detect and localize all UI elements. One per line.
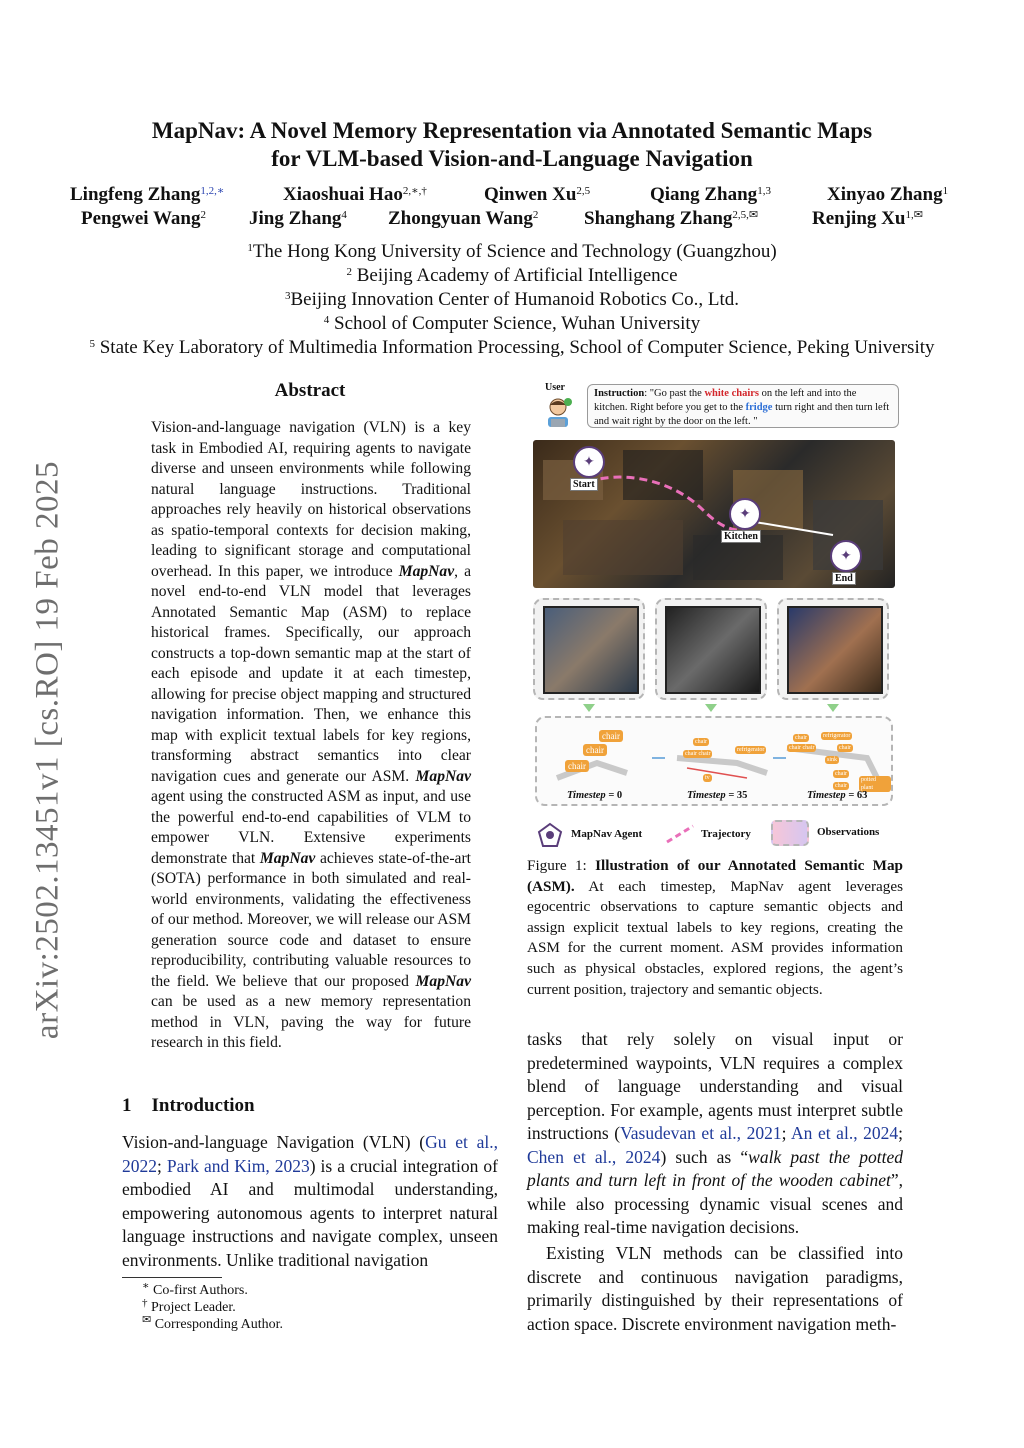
mapnav-agent-icon bbox=[537, 822, 563, 848]
legend-observations: Observations bbox=[817, 826, 880, 838]
observation-frame-3 bbox=[777, 598, 889, 700]
arxiv-id: arXiv:2502.13451v1 [cs.RO] 19 Feb 2025 bbox=[29, 460, 66, 1040]
asm-tag: chair bbox=[695, 739, 707, 745]
footnote-rule bbox=[122, 1277, 222, 1278]
paper-title-line1: MapNav: A Novel Memory Representation via Annotated Semantic Maps bbox=[151, 118, 873, 143]
author-9: Shanghang Zhang$^{2,5,✉}$ bbox=[584, 208, 759, 229]
asm-panel bbox=[535, 716, 893, 806]
author-6: Pengwei Wang$^2$ bbox=[81, 208, 206, 229]
figure-1 bbox=[527, 382, 903, 852]
arrow-down-icon bbox=[705, 704, 717, 712]
affiliation-5: $^5$ State Key Laboratory of Multimedia Information Processing, School of Computer Science, Peking University bbox=[89, 337, 935, 358]
observations-swatch bbox=[771, 820, 809, 846]
figure-1-caption: Figure 1: Illustration of our Annotated Semantic Map (ASM). At each timestep, MapNav agent leverages egocentric observations to capture semantic objects and assign explicit textual labels to key regions, creating the ASM for the current moment. ASM provides information such as physical obstacles, explored regions, the agent’s current position, trajectory and semantic objects. bbox=[527, 857, 904, 998]
arrow-down-icon bbox=[827, 704, 839, 712]
author-5: Xinyao Zhang$^1$ bbox=[827, 184, 949, 205]
intro-heading: 1 Introduction bbox=[122, 1095, 255, 1116]
right-paragraph-1: tasks that rely solely on visual input or predetermined waypoints, VLN requires a complex blend of language understanding and visual perception. For example, agents must interpret subtle instructions (Vasudevan et al., 2021; An et al., 2024; Chen et al., 2024) such as “walk past the potted plants and turn left in front of the wooden cabinet”, while also processing dynamic visual scenes and making real-time navigation decisions. bbox=[527, 1029, 904, 1237]
author-2: Xiaoshuai Hao$^{2,∗,\dagger}$ bbox=[283, 184, 427, 205]
observation-frame-2 bbox=[655, 598, 767, 700]
author-1: Lingfeng Zhang$^{1,2,∗}$ bbox=[70, 184, 225, 205]
asm-tag: chair bbox=[835, 771, 847, 777]
asm-tag: refrigerator bbox=[737, 747, 765, 753]
asm-tag: chair bbox=[565, 760, 589, 772]
abstract-text: Vision-and-language navigation (VLN) is a key task in Embodied AI, requiring agents to navigate diverse and unseen environments while following natural language instructions. Traditional approaches rely heavily on historical observations as spatio-temporal contexts for decision making, leading to significant storage and computational overhead. In this paper, we introduce MapNav, a novel end-to-end VLN model that leverages Annotated Semantic Map (ASM) to replace historical frames. Specifically, our approach constructs a top-down semantic map at the start of each episode and update it at each timestep, allowing for precise object mapping and structured navigation information. Then, we enhance this map with explicit textual labels for key regions, transforming abstract semantics into clear navigation cues and generate our ASM. MapNav agent using the constructed ASM as input, and use the powerful end-to-end capabilities of VLM to empower VLN. Extensive experiments demonstrate that MapNav achieves state-of-the-art (SOTA) performance in both simulated and real-world environments, validating the effectiveness of our method. Moreover, we will release our ASM generation source code and dataset to ensure reproducibility, contributing valuable resources to the field. We believe that our proposed MapNav can be used as a new memory representation method in VLN, paving the way for future research in this field. bbox=[151, 419, 472, 1051]
asm-tag: chair chair bbox=[685, 751, 711, 757]
affiliation-1: $^1$The Hong Kong University of Science and Technology (Guangzhou) bbox=[247, 241, 777, 262]
timestep-63: Timestep = 63 bbox=[807, 790, 868, 801]
author-8: Zhongyuan Wang$^2$ bbox=[388, 208, 539, 229]
right-paragraph-2: Existing VLN methods can be classified into discrete and continuous navigation paradigms, primarily distinguished by their representations of action space. Discrete environment navigation meth- bbox=[527, 1243, 903, 1334]
affiliation-4: $^4$ School of Computer Science, Wuhan University bbox=[323, 313, 701, 334]
legend-agent: MapNav Agent bbox=[571, 828, 643, 840]
footnote-1: ∗ Co-first Authors. bbox=[142, 1280, 248, 1298]
user-label: User bbox=[545, 382, 565, 393]
asm-tag: chair bbox=[583, 744, 607, 756]
asm-tag: chair bbox=[795, 735, 807, 741]
asm-tag: potted plant bbox=[859, 776, 891, 792]
trajectory-icon bbox=[665, 822, 695, 846]
citation-chen[interactable]: Chen et al., 2024 bbox=[527, 1146, 661, 1167]
citation-gu[interactable]: Gu et al., 2022 bbox=[122, 1132, 498, 1176]
asm-tag: chair bbox=[839, 745, 851, 751]
pin-label-start: Start bbox=[570, 478, 598, 491]
paper-title-line2: for VLM-based Vision-and-Language Navigation bbox=[271, 146, 753, 171]
top-down-map bbox=[533, 440, 895, 588]
observation-frame-1 bbox=[533, 598, 645, 700]
timestep-35: Timestep = 35 bbox=[687, 790, 748, 801]
legend-trajectory: Trajectory bbox=[701, 828, 751, 840]
author-4: Qiang Zhang$^{1,3}$ bbox=[650, 184, 771, 205]
author-3: Qinwen Xu$^{2,5}$ bbox=[484, 184, 591, 205]
author-7: Jing Zhang$^4$ bbox=[249, 208, 347, 229]
arrow-down-icon bbox=[583, 704, 595, 712]
user-avatar-icon bbox=[541, 395, 575, 429]
asm-tag: chair chair bbox=[789, 745, 815, 751]
footnote-2: † Project Leader. bbox=[142, 1297, 236, 1315]
asm-tag: refrigerator bbox=[823, 733, 851, 739]
affiliation-2: $^2$ Beijing Academy of Artificial Intelligence bbox=[346, 265, 678, 286]
arxiv-sidebar bbox=[18, 450, 78, 1050]
footnote-3: ✉ Corresponding Author. bbox=[142, 1314, 284, 1332]
author-10: Renjing $Xu^{1,✉}$ bbox=[812, 208, 923, 229]
pin-label-kitchen: Kitchen bbox=[721, 530, 761, 543]
asm-tag: chair bbox=[599, 730, 623, 742]
agent-start-icon: ✦ bbox=[573, 446, 605, 478]
intro-paragraph: Vision-and-language Navigation (VLN) (Gu et al., 2022; Park and Kim, 2023) is a crucial integration of embodied AI and multimodal understanding, empowering autonomous agents to interpret natural language instructions and navigate complex, unseen environments. Unlike traditional navigation bbox=[122, 1132, 498, 1270]
timestep-0: Timestep = 0 bbox=[567, 790, 623, 801]
asm-tag: chair bbox=[835, 783, 847, 789]
asm-tag: tv bbox=[705, 775, 710, 781]
citation-park[interactable]: Park and Kim, 2023 bbox=[166, 1155, 310, 1176]
instruction-box: Instruction: "Go past the white chairs on the left and into the kitchen. Right before you get to the fridge turn right and then turn left and wait right by the door on the left. " bbox=[587, 384, 899, 428]
pin-label-end: End bbox=[832, 572, 856, 585]
citation-an[interactable]: An et al., 2024 bbox=[791, 1123, 899, 1143]
abstract-heading: Abstract bbox=[274, 380, 346, 401]
agent-end-icon: ✦ bbox=[830, 540, 862, 572]
affiliation-3: $^3$Beijing Innovation Center of Humanoid Robotics Co., Ltd. bbox=[284, 289, 740, 310]
asm-tag: sink bbox=[827, 757, 838, 763]
citation-vasudevan[interactable]: Vasudevan et al., 2021 bbox=[620, 1123, 782, 1143]
agent-kitchen-icon: ✦ bbox=[729, 498, 761, 530]
